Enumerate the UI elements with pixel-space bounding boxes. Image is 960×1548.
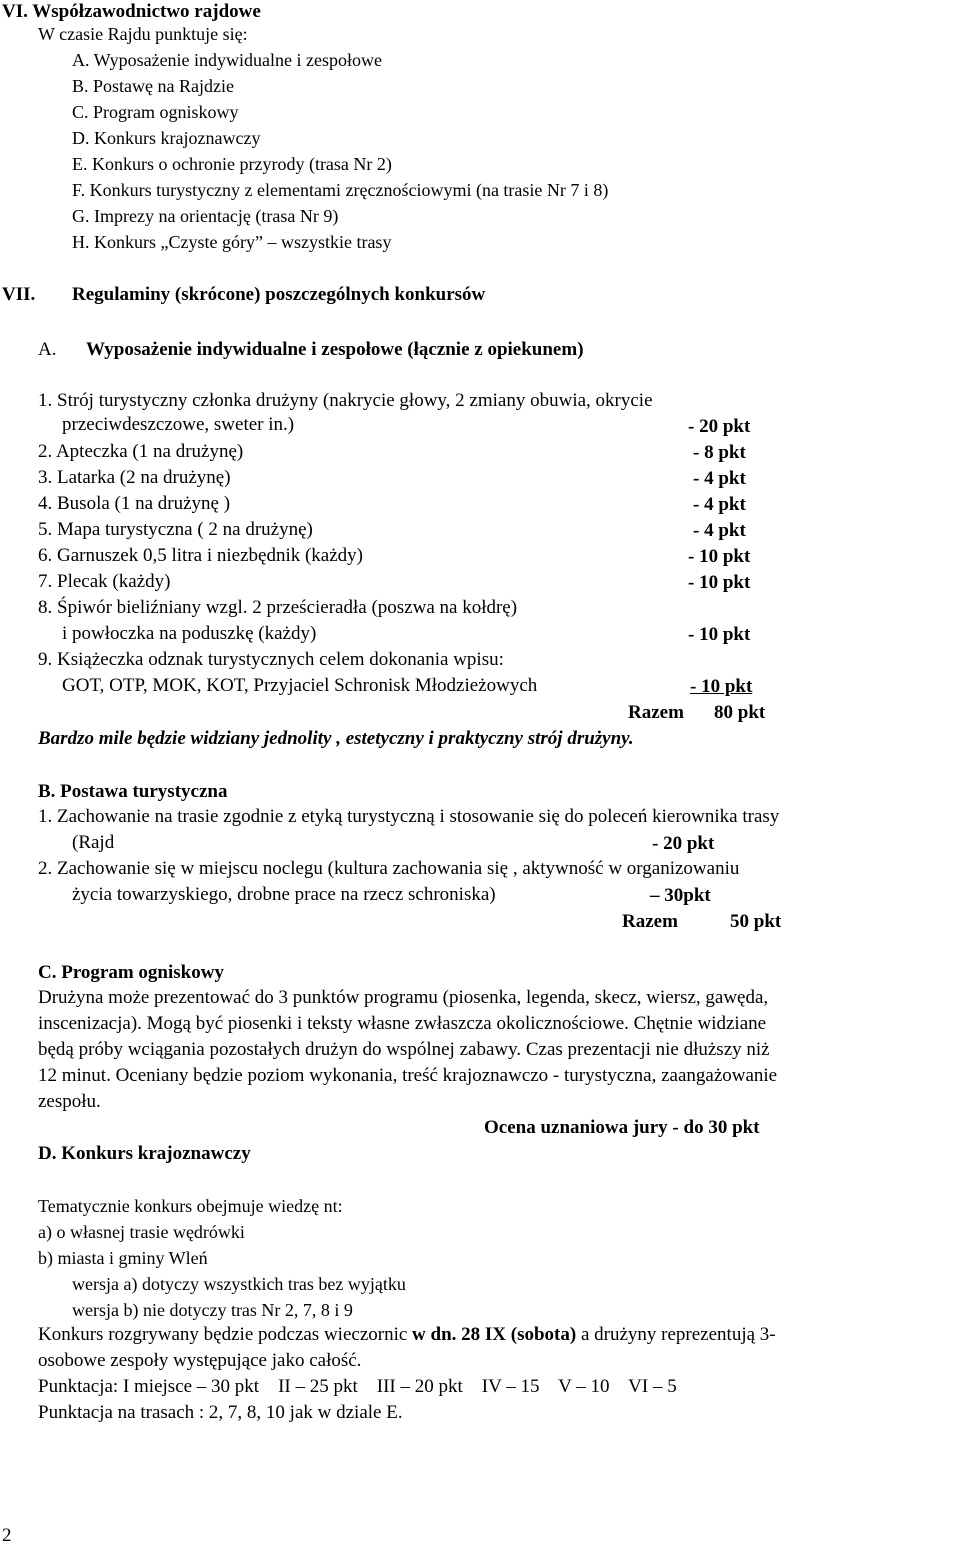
list-item: E. Konkurs o ochronie przyrody (trasa Nr 2): [72, 154, 392, 174]
equipment-points-2: - 8 pkt: [693, 442, 746, 463]
equipment-item-5: 5. Mapa turystyczna ( 2 na drużynę): [38, 519, 313, 540]
equipment-item-8: 8. Śpiwór bieliźniany wzgl. 2 prześcieradła (poszwa na kołdrę): [38, 597, 518, 618]
quiz-version-b: wersja b) nie dotyczy tras Nr 2, 7, 8 i 9: [72, 1300, 353, 1320]
equipment-item-9: 9. Książeczka odznak turystycznych celem dokonania wpisu:: [38, 649, 504, 670]
equipment-points-1: - 20 pkt: [688, 416, 751, 437]
total-a-label: Razem: [628, 702, 684, 723]
equipment-points-9: - 10 pkt: [690, 676, 753, 697]
equipment-item-6: 6. Garnuszek 0,5 litra i niezbędnik (każdy): [38, 545, 363, 566]
list-item: D. Konkurs krajoznawczy: [72, 128, 261, 148]
quiz-schedule-post: a drużyny reprezentują 3-: [576, 1324, 776, 1345]
total-a-value: 80 pkt: [714, 702, 766, 723]
quiz-scoring: Punktacja: I miejsce – 30 pkt II – 25 pkt III – 20 pkt IV – 15 V – 10 VI – 5: [38, 1376, 677, 1397]
section-7-heading: Regulaminy (skrócone) poszczególnych konkursów: [72, 284, 486, 305]
attitude-item-1-cont: (Rajd: [72, 832, 115, 853]
list-item: B. Postawę na Rajdzie: [72, 76, 234, 96]
equipment-item-9-cont: GOT, OTP, MOK, KOT, Przyjaciel Schronisk Młodzieżowych: [62, 675, 538, 696]
quiz-topic-b: b) miasta i gminy Wleń: [38, 1248, 208, 1268]
campfire-text-line: 12 minut. Oceniany będzie poziom wykonania, treść krajoznawczo - turystyczna, zaangażowanie: [38, 1065, 778, 1086]
equipment-points-6: - 10 pkt: [688, 546, 751, 567]
equipment-item-3: 3. Latarka (2 na drużynę): [38, 467, 231, 488]
campfire-text-line: zespołu.: [38, 1091, 101, 1112]
list-item: G. Imprezy na orientację (trasa Nr 9): [72, 206, 339, 226]
quiz-schedule: [38, 1323, 776, 1347]
subsection-d-heading: D. Konkurs krajoznawczy: [38, 1143, 251, 1164]
list-item: C. Program ogniskowy: [72, 102, 239, 122]
attitude-item-1: 1. Zachowanie na trasie zgodnie z etyką turystyczną i stosowanie się do poleceń kierownika trasy: [38, 806, 780, 827]
equipment-item-8-cont: i powłoczka na poduszkę (każdy): [62, 623, 317, 644]
equipment-item-7: 7. Plecak (każdy): [38, 571, 171, 592]
equipment-item-2: 2. Apteczka (1 na drużynę): [38, 441, 244, 462]
total-b-value: 50 pkt: [730, 911, 782, 932]
uniform-note: Bardzo mile będzie widziany jednolity , estetyczny i praktyczny strój drużyny.: [38, 728, 634, 749]
subsection-a-heading: Wyposażenie indywidualne i zespołowe (łącznie z opiekunem): [86, 339, 584, 360]
quiz-topic-a: a) o własnej trasie wędrówki: [38, 1222, 245, 1242]
campfire-text-line: będą próby wciągania pozostałych drużyn do wspólnej zabawy. Czas prezentacji nie dłuższy niż: [38, 1039, 770, 1060]
equipment-points-3: - 4 pkt: [693, 468, 746, 489]
campfire-text-line: inscenizacja). Mogą być piosenki i teksty własne zwłaszcza okolicznościowe. Chętnie widziane: [38, 1013, 767, 1034]
list-item: F. Konkurs turystyczny z elementami zręcznościowymi (na trasie Nr 7 i 8): [72, 180, 609, 200]
quiz-intro: Tematycznie konkurs obejmuje wiedzę nt:: [38, 1196, 343, 1216]
attitude-points-1: - 20 pkt: [652, 833, 715, 854]
subsection-b-heading: B. Postawa turystyczna: [38, 781, 228, 802]
equipment-item-1: 1. Strój turystyczny członka drużyny (nakrycie głowy, 2 zmiany obuwia, okrycie: [38, 390, 653, 411]
list-item: H. Konkurs „Czyste góry” – wszystkie trasy: [72, 232, 392, 252]
quiz-version-a: wersja a) dotyczy wszystkich tras bez wyjątku: [72, 1274, 406, 1294]
page-number: 2: [2, 1525, 12, 1546]
attitude-points-2: – 30pkt: [650, 885, 711, 906]
equipment-points-8: - 10 pkt: [688, 624, 751, 645]
section-6-intro: W czasie Rajdu punktuje się:: [38, 24, 248, 44]
list-item: A. Wyposażenie indywidualne i zespołowe: [72, 50, 382, 70]
section-6-heading: VI. Współzawodnictwo rajdowe: [2, 1, 261, 22]
subsection-a-letter: A.: [38, 339, 57, 360]
attitude-item-2-cont: życia towarzyskiego, drobne prace na rzecz schroniska): [72, 884, 496, 905]
quiz-schedule-pre: Konkurs rozgrywany będzie podczas wieczornic: [38, 1324, 413, 1345]
attitude-item-2: 2. Zachowanie się w miejscu noclegu (kultura zachowania się , aktywność w organizowaniu: [38, 858, 740, 879]
jury-score: Ocena uznaniowa jury - do 30 pkt: [484, 1117, 760, 1138]
equipment-points-7: - 10 pkt: [688, 572, 751, 593]
total-b-label: Razem: [622, 911, 678, 932]
subsection-c-heading: C. Program ogniskowy: [38, 962, 224, 983]
quiz-date: w dn. 28 IX (sobota): [412, 1324, 577, 1345]
campfire-text-line: Drużyna może prezentować do 3 punktów programu (piosenka, legenda, skecz, wiersz, gawęda,: [38, 987, 769, 1008]
equipment-item-4: 4. Busola (1 na drużynę ): [38, 493, 231, 514]
quiz-route-scoring: Punktacja na trasach : 2, 7, 8, 10 jak w dziale E.: [38, 1402, 403, 1423]
section-7-number: VII.: [2, 284, 36, 305]
equipment-points-5: - 4 pkt: [693, 520, 746, 541]
quiz-team-note: osobowe zespoły występujące jako całość.: [38, 1350, 362, 1371]
equipment-item-1-cont: przeciwdeszczowe, sweter in.): [62, 414, 295, 435]
equipment-points-4: - 4 pkt: [693, 494, 746, 515]
